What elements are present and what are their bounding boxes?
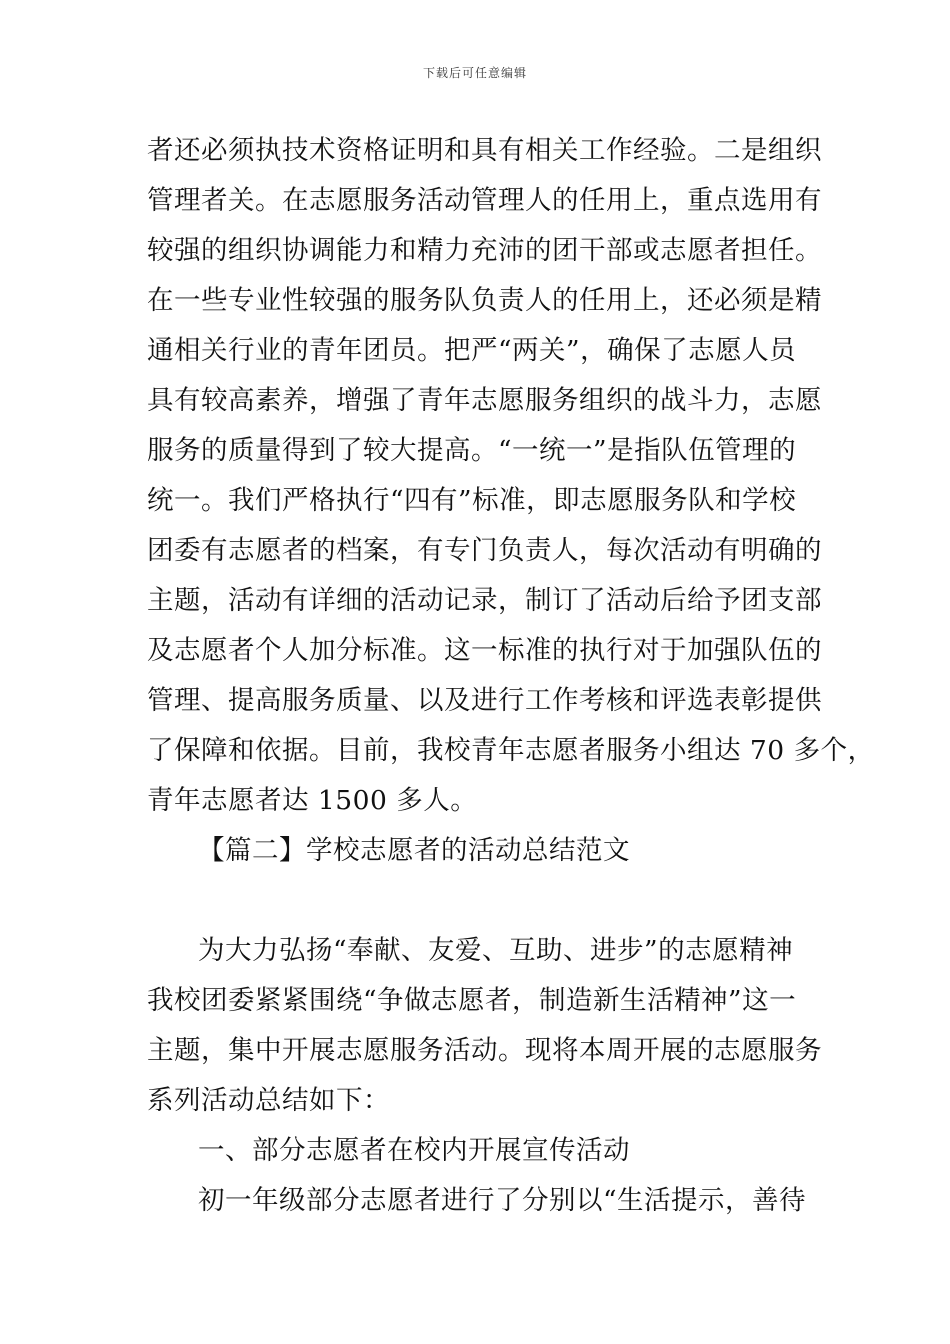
paragraph-line: 初一年级部分志愿者进行了分别以“生活提示，善待 bbox=[198, 1185, 807, 1216]
section-title: 【篇二】学校志愿者的活动总结范文 bbox=[198, 835, 630, 866]
paragraph-line: 管理、提高服务质量、以及进行工作考核和评选表彰提供 bbox=[147, 685, 822, 716]
paragraph-line: 了保障和依据。目前，我校青年志愿者服务小组达 70 多个， bbox=[147, 735, 875, 766]
paragraph-line: 主题，集中开展志愿服务活动。现将本周开展的志愿服务 bbox=[147, 1035, 822, 1066]
paragraph-line: 团委有志愿者的档案，有专门负责人，每次活动有明确的 bbox=[147, 535, 822, 566]
paragraph-line: 及志愿者个人加分标准。这一标准的执行对于加强队伍的 bbox=[147, 635, 822, 666]
paragraph-line: 在一些专业性较强的服务队负责人的任用上，还必须是精 bbox=[147, 285, 822, 316]
paragraph-line: 者还必须执技术资格证明和具有相关工作经验。二是组织 bbox=[147, 135, 822, 166]
document-body bbox=[147, 126, 875, 1226]
paragraph-line: 具有较高素养，增强了青年志愿服务组织的战斗力，志愿 bbox=[147, 385, 822, 416]
paragraph-line: 管理者关。在志愿服务活动管理人的任用上，重点选用有 bbox=[147, 185, 822, 216]
paragraph-line: 为大力弘扬“奉献、友爱、互助、进步”的志愿精神 bbox=[198, 935, 794, 966]
blank-spacer bbox=[147, 876, 837, 926]
paragraph-line: 青年志愿者达 1500 多人。 bbox=[147, 785, 478, 816]
paragraph-line: 服务的质量得到了较大提高。“一统一”是指队伍管理的 bbox=[147, 435, 797, 466]
page-header-note: 下载后可任意编辑 bbox=[422, 66, 527, 80]
paragraph-line: 主题，活动有详细的活动记录，制订了活动后给予团支部 bbox=[147, 585, 822, 616]
paragraph-line: 我校团委紧紧围绕“争做志愿者，制造新生活精神”这一 bbox=[147, 985, 797, 1016]
paragraph-line: 统一。我们严格执行“四有”标准，即志愿服务队和学校 bbox=[147, 485, 797, 516]
paragraph-line: 较强的组织协调能力和精力充沛的团干部或志愿者担任。 bbox=[147, 235, 822, 266]
paragraph-line: 系列活动总结如下： bbox=[147, 1085, 390, 1116]
subheading: 一、部分志愿者在校内开展宣传活动 bbox=[198, 1135, 630, 1166]
paragraph-line: 通相关行业的青年团员。把严“两关”，确保了志愿人员 bbox=[147, 335, 797, 366]
